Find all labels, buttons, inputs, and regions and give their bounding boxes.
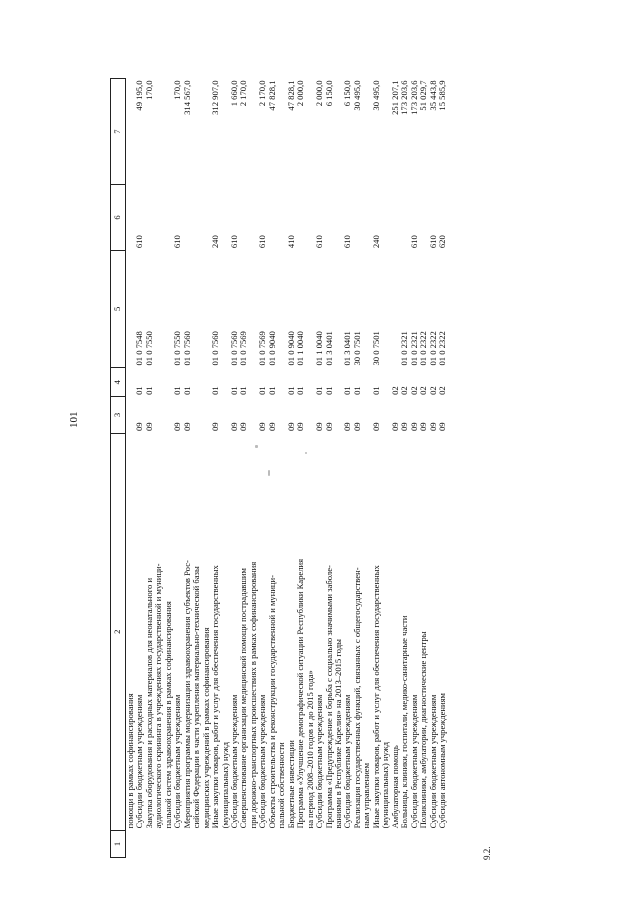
row-name-cell: Поликлиники, амбулатории, диагностические центры (418, 631, 429, 829)
section-code-cell: 01 (172, 386, 183, 395)
amount-cell: 2 000,0 (314, 80, 325, 107)
row-name-cell: Реализация государственных функций, связанных с общегосударствен- (351, 567, 362, 829)
row-name-cell: Программа «Предупреждение и борьба с социально значимыми заболе- (323, 565, 334, 829)
target-article-cell: 01 0 7560 (181, 331, 192, 366)
row-number-cell (145, 830, 154, 857)
section-code-cell: 01 (210, 386, 221, 395)
amount-cell: 173 203,6 (399, 80, 410, 115)
row-name-cell: Закупка оборудования и расходных материалов для неонатального и (143, 577, 154, 829)
amount-cell: 2 170,0 (257, 80, 268, 107)
amount-cell: 312 907,0 (210, 80, 221, 115)
ministry-code-cell: 09 (408, 422, 419, 432)
section-code-cell: 01 (323, 386, 334, 395)
row-number-cell (135, 830, 144, 857)
amount-cell (154, 79, 163, 185)
expense-type-cell (391, 185, 400, 250)
ministry-code-cell: 09 (172, 422, 183, 432)
row-number-cell (353, 830, 362, 857)
row-name-cell: Субсидии бюджетным учреждениям (427, 694, 438, 829)
expense-type-cell: 610 (228, 235, 239, 249)
amount-cell (192, 79, 201, 185)
table-body (126, 79, 448, 858)
expense-type-cell (353, 185, 362, 250)
section-code-cell: 01 (181, 386, 192, 395)
target-article-cell: 01 0 7548 (134, 331, 145, 366)
target-article-cell: 01 0 7550 (143, 331, 154, 366)
column-header: 2 (111, 433, 126, 830)
row-name-cell: Амбулаторная помощь (389, 745, 400, 829)
row-number-cell (202, 830, 211, 857)
expense-type-cell: 610 (257, 235, 268, 249)
expense-type-cell (268, 185, 277, 250)
target-article-cell: 01 0 7560 (228, 331, 239, 366)
expense-type-cell (192, 185, 201, 250)
row-number-cell (391, 830, 400, 857)
expense-type-cell: 610 (408, 235, 419, 249)
row-number-cell (258, 830, 267, 857)
row-number-cell (381, 830, 390, 857)
expense-type-cell: 610 (427, 235, 438, 249)
row-name-cell: на период 2008–2010 годов и до 2015 года» (304, 670, 315, 829)
target-article-cell: 01 3 0401 (342, 331, 353, 366)
section-code-cell: 01 (266, 386, 277, 395)
target-article-cell: 01 0 2322 (418, 331, 429, 366)
header-row (111, 79, 126, 858)
ministry-code-cell (192, 397, 201, 433)
amount-cell: 2 000,0 (295, 80, 306, 107)
target-article-cell (154, 250, 163, 367)
budget-table (110, 78, 447, 858)
ministry-code-cell: 09 (228, 422, 239, 432)
amount-cell: 170,0 (143, 80, 154, 100)
target-article-cell (381, 250, 390, 367)
target-article-cell: 01 0 9040 (266, 331, 277, 366)
row-name-cell: Объекты строительства и реконструкции государственной и муници- (266, 575, 277, 829)
section-code-cell: 01 (143, 386, 154, 395)
expense-type-cell (325, 185, 334, 250)
section-number: 9.2. (482, 846, 492, 860)
expense-type-cell: 240 (210, 235, 221, 249)
ministry-code-cell: 09 (418, 422, 429, 432)
target-article-cell: 01 0 7569 (257, 331, 268, 366)
row-number-cell (268, 830, 277, 857)
ministry-code-cell: 09 (257, 422, 268, 432)
expense-type-cell: 240 (370, 235, 381, 249)
amount-cell: 173 203,6 (408, 80, 419, 115)
column-header: 1 (111, 830, 126, 857)
column-header: 3 (111, 397, 126, 433)
row-name-cell: медицинских учреждений в рамках софинансирования (200, 627, 211, 829)
row-name-cell: ваниями в Республике Карелия» на 2013–2015 годы (332, 639, 343, 829)
section-code-cell: 02 (389, 386, 400, 395)
target-article-cell: 01 0 7560 (210, 331, 221, 366)
row-name-cell: Субсидии бюджетным учреждениям (314, 694, 325, 829)
ministry-code-cell: 09 (181, 422, 192, 432)
row-number-cell (410, 830, 419, 857)
amount-cell: 170,0 (172, 80, 183, 100)
table-row (381, 79, 390, 858)
section-code-cell: 02 (418, 386, 429, 395)
section-code-cell: 02 (436, 386, 447, 395)
row-number-cell (362, 830, 371, 857)
row-name-cell: Субсидии бюджетным учреждениям (228, 694, 239, 829)
expense-type-cell: 610 (172, 235, 183, 249)
row-number-cell (296, 830, 305, 857)
section-code-cell: 02 (399, 386, 410, 395)
row-number-cell (372, 830, 381, 857)
table-row (438, 79, 447, 858)
table-row (268, 79, 277, 858)
row-name-cell: Мероприятия программы модернизации здравоохранения субъектов Рос- (181, 560, 192, 829)
expense-type-cell (239, 185, 248, 250)
amount-cell: 15 585,9 (436, 80, 447, 111)
row-name-cell: Субсидии бюджетным учреждениям (408, 694, 419, 829)
row-name-cell: Субсидии бюджетным учреждениям (257, 694, 268, 829)
expense-type-cell: 620 (436, 235, 447, 249)
budget-table-container (110, 78, 610, 858)
ministry-code-cell: 09 (427, 422, 438, 432)
expense-type-cell: 610 (342, 235, 353, 249)
row-number-cell (126, 830, 136, 857)
row-number-cell (343, 830, 352, 857)
section-code-cell: 01 (228, 386, 239, 395)
row-name-cell: Программа «Улучшение демографической ситуации Республики Карелия (295, 558, 306, 829)
row-number-cell (249, 830, 258, 857)
row-name-cell: помощи в рамках софинансирования (125, 693, 135, 829)
section-code-cell: 01 (134, 386, 145, 395)
row-number-cell (306, 830, 315, 857)
ministry-code-cell: 09 (143, 422, 154, 432)
ministry-code-cell: 09 (342, 422, 353, 432)
row-number-cell (438, 830, 447, 857)
section-code-cell: 01 (238, 386, 249, 395)
table-row (211, 79, 220, 858)
section-code-cell: 01 (257, 386, 268, 395)
ministry-code-cell: 09 (285, 422, 296, 432)
row-number-cell (334, 830, 343, 857)
row-number-cell (429, 830, 438, 857)
row-number-cell (419, 830, 428, 857)
expense-type-cell (145, 185, 154, 250)
row-number-cell (325, 830, 334, 857)
ministry-code-cell: 09 (389, 422, 400, 432)
section-code-cell: 02 (408, 386, 419, 395)
amount-cell: 47 828,1 (266, 80, 277, 111)
row-number-cell (173, 830, 182, 857)
row-name-cell: Бюджетные инвестиции (285, 740, 296, 829)
column-header: 7 (111, 79, 126, 185)
ministry-code-cell: 09 (134, 422, 145, 432)
amount-cell: 47 828,1 (285, 80, 296, 111)
target-article-cell: 30 0 7501 (370, 331, 381, 366)
expense-type-cell: 610 (134, 235, 145, 249)
row-number-cell (221, 830, 230, 857)
expense-type-cell (154, 185, 163, 250)
row-number-cell (230, 830, 239, 857)
row-number-cell (211, 830, 220, 857)
amount-cell: 35 443,8 (427, 80, 438, 111)
column-header: 4 (111, 368, 126, 397)
row-name-cell: Совершенствование организации медицинской помощи пострадавшим (238, 568, 249, 829)
target-article-cell: 01 1 0040 (314, 331, 325, 366)
amount-cell: 30 495,0 (351, 80, 362, 111)
row-name-cell: Субсидии бюджетным учреждениям (172, 694, 183, 829)
row-name-cell: Иные закупки товаров, работ и услуг для обеспечения государственных (370, 565, 381, 829)
ministry-code-cell: 09 (210, 422, 221, 432)
row-number-cell (239, 830, 248, 857)
section-code-cell: 01 (370, 386, 381, 395)
target-article-cell: 01 3 0401 (323, 331, 334, 366)
ministry-code-cell: 09 (266, 422, 277, 432)
row-number-cell (315, 830, 324, 857)
amount-cell: 251 207,1 (389, 80, 400, 115)
amount-cell: 6 150,0 (323, 80, 334, 107)
table-row (353, 79, 362, 858)
expense-type-cell: 610 (314, 235, 325, 249)
section-code-cell: 01 (342, 386, 353, 395)
amount-cell: 1 660,0 (228, 80, 239, 107)
column-header: 5 (111, 250, 126, 367)
expense-type-cell (183, 185, 192, 250)
target-article-cell: 01 1 0040 (295, 331, 306, 366)
row-name-cell: Субсидии автономным учреждениям (436, 693, 447, 829)
row-name-cell: пальной собственности (276, 742, 287, 829)
row-name-cell: Иные закупки товаров, работ и услуг для обеспечения государственных (210, 565, 221, 829)
ministry-code-cell: 09 (323, 422, 334, 432)
row-name-cell: Субсидии бюджетным учреждениям (342, 694, 353, 829)
target-article-cell: 01 0 7569 (238, 331, 249, 366)
target-article-cell (192, 250, 201, 367)
ministry-code-cell: 09 (351, 422, 362, 432)
row-name-cell: аудиологического скрининга в учреждениях государственной и муници- (153, 563, 164, 829)
section-code-cell: 01 (285, 386, 296, 395)
target-article-cell: 01 0 7550 (172, 331, 183, 366)
target-article-cell: 01 0 9040 (285, 331, 296, 366)
section-code-cell: 01 (351, 386, 362, 395)
expense-type-cell: 410 (285, 235, 296, 249)
ministry-code-cell: 09 (436, 422, 447, 432)
row-name-cell: ным управлением (361, 762, 372, 829)
row-name-cell: (муниципальных) нужд (380, 741, 391, 829)
row-name-cell: Больницы, клиники, госпитали, медико-санитарные части (399, 615, 410, 829)
page-number: 101 (68, 411, 80, 428)
row-number-cell (154, 830, 163, 857)
row-name-cell: Субсидии бюджетным учреждениям (134, 694, 145, 829)
ministry-code-cell (154, 397, 163, 433)
target-article-cell: 01 0 2322 (427, 331, 438, 366)
row-name-cell: (муниципальных) нужд (219, 741, 230, 829)
expense-type-cell (296, 185, 305, 250)
amount-cell: 314 567,0 (181, 80, 192, 115)
target-article-cell: 01 0 2321 (399, 331, 410, 366)
row-name-cell: пальной систем здравоохранения в рамках софинансирования (162, 601, 173, 829)
target-article-cell: 01 0 2321 (408, 331, 419, 366)
ministry-code-cell: 09 (370, 422, 381, 432)
ministry-code-cell: 09 (295, 422, 306, 432)
amount-cell: 6 150,0 (342, 80, 353, 107)
row-number-cell (277, 830, 286, 857)
section-code-cell (192, 368, 201, 397)
column-header: 6 (111, 185, 126, 250)
amount-cell: 51 029,7 (418, 80, 429, 111)
row-number-cell (287, 830, 296, 857)
section-code-cell: 01 (295, 386, 306, 395)
amount-cell: 2 170,0 (238, 80, 249, 107)
ministry-code-cell: 09 (399, 422, 410, 432)
ministry-code-cell: 09 (314, 422, 325, 432)
target-article-cell: 30 0 7501 (351, 331, 362, 366)
row-number-cell (192, 830, 201, 857)
amount-cell: 49 195,0 (134, 80, 145, 111)
expense-type-cell (381, 185, 390, 250)
section-code-cell: 02 (427, 386, 438, 395)
row-number-cell (400, 830, 409, 857)
target-article-cell: 01 0 2322 (436, 331, 447, 366)
section-code-cell (154, 368, 163, 397)
row-name-cell: при дорожно-транспортных происшествиях в рамках софинансирования (247, 561, 258, 829)
amount-cell: 30 495,0 (370, 80, 381, 111)
row-name-cell: сийской Федерации в части укрепления материально-технической базы (191, 566, 202, 829)
section-code-cell: 01 (314, 386, 325, 395)
row-number-cell (164, 830, 173, 857)
ministry-code-cell: 09 (238, 422, 249, 432)
row-number-cell (183, 830, 192, 857)
table-row (372, 79, 381, 858)
